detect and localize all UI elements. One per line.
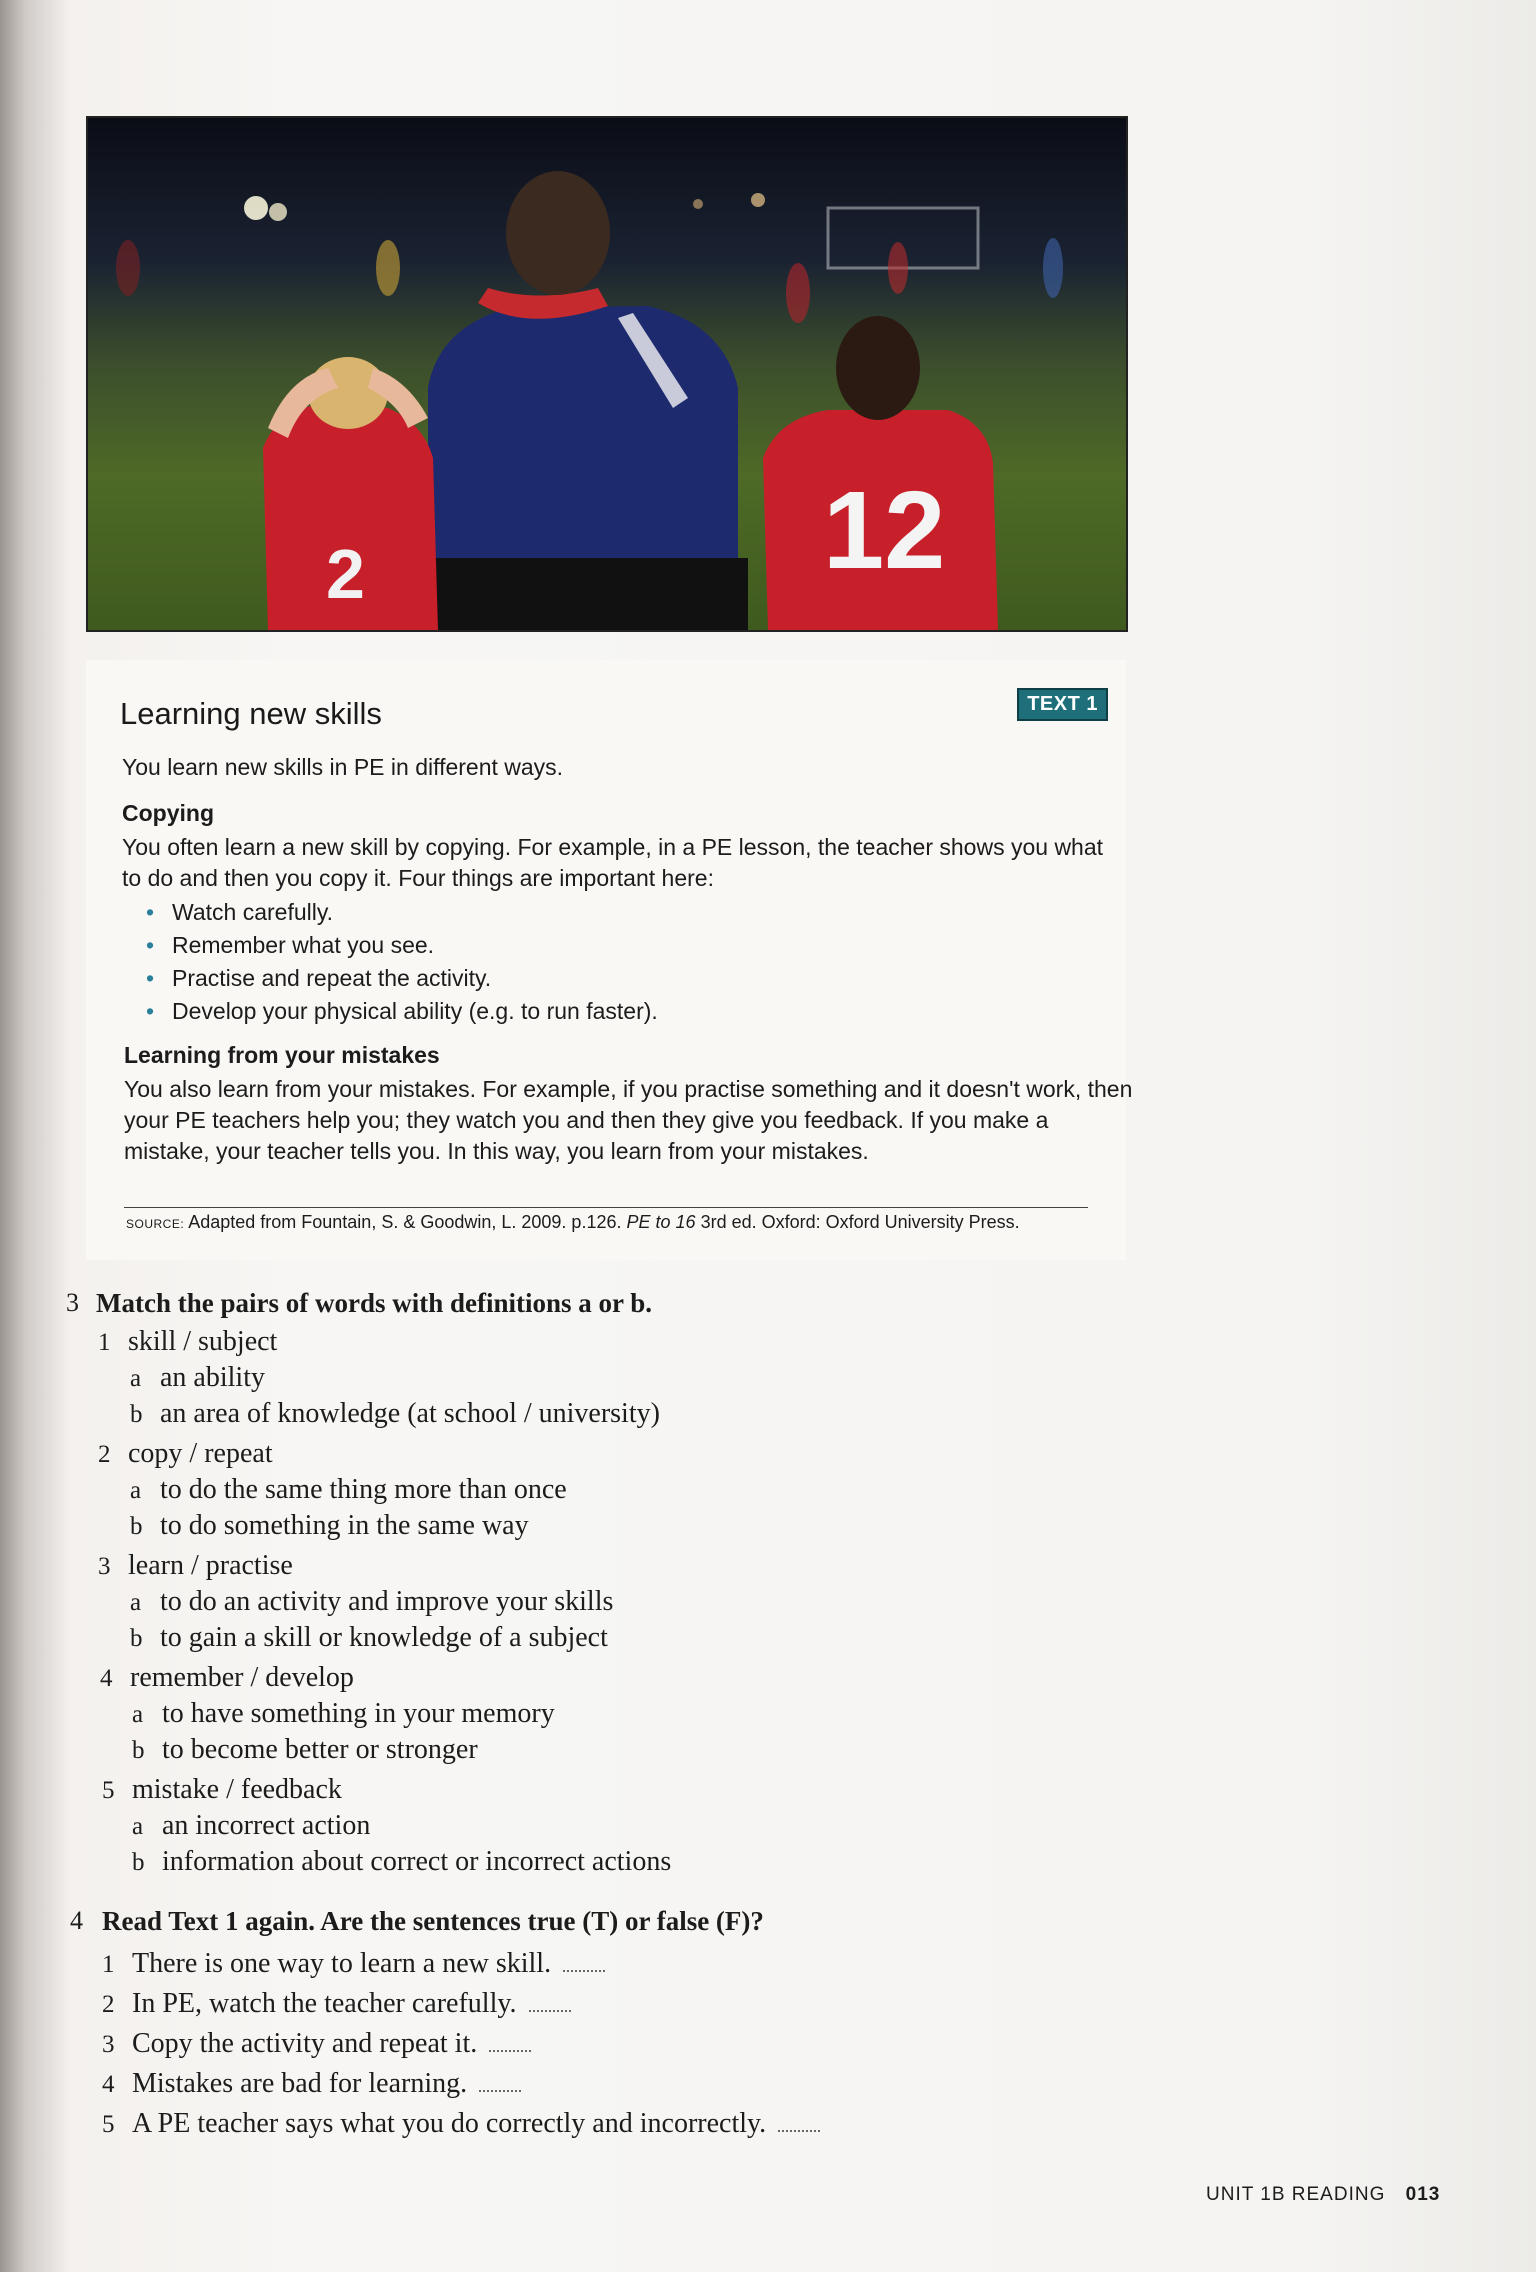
- answer-blank[interactable]: [489, 2050, 531, 2052]
- text1-box: [86, 660, 1133, 1260]
- q3-option-b: b to do something in the same way: [130, 1510, 529, 1541]
- q3-pair: 2 copy / repeat: [98, 1438, 273, 1469]
- source-citation: [126, 1212, 1020, 1233]
- copying-paragraph: You often learn a new skill by copying. For example, in a PE lesson, the teacher shows you what to do and then you copy it. Four things are important here:: [122, 834, 1104, 891]
- q3-pair-words: skill / subject: [128, 1326, 278, 1357]
- q3-pair: 5 mistake / feedback: [102, 1774, 342, 1805]
- q3-item-number: 1: [98, 1329, 111, 1356]
- source-book: PE to 16: [626, 1212, 696, 1232]
- copying-bullet-list: [146, 896, 658, 1028]
- photo-football-coach: [86, 116, 1128, 632]
- q4-statement: 5 A PE teacher says what you do correctly and incorrectly.: [102, 2108, 820, 2140]
- q3-option-b: b an area of knowledge (at school / university): [130, 1398, 660, 1429]
- q3-option-a: a to do the same thing more than once: [130, 1474, 567, 1505]
- q3-number: 3: [66, 1288, 79, 1317]
- text1-badge: TEXT 1: [1017, 688, 1108, 721]
- answer-blank[interactable]: [479, 2090, 521, 2092]
- q3-pair: 4 remember / develop: [100, 1662, 354, 1693]
- q3-option-b: b to gain a skill or knowledge of a subject: [130, 1622, 608, 1653]
- bullet-item: • Remember what you see.: [146, 929, 658, 962]
- photo-icon: [88, 118, 1126, 630]
- q3-pair: [98, 1326, 277, 1358]
- answer-blank[interactable]: [529, 2010, 571, 2012]
- q4-statement: 4 Mistakes are bad for learning.: [102, 2068, 521, 2100]
- q3-option-a: a an incorrect action: [132, 1810, 371, 1841]
- q3-option-b: b to become better or stronger: [132, 1734, 478, 1765]
- q3-option-a: a to do an activity and improve your skills: [130, 1586, 614, 1617]
- bullet-item: • Develop your physical ability (e.g. to run faster).: [146, 995, 658, 1028]
- mistakes-heading: Learning from your mistakes: [124, 1042, 440, 1068]
- answer-blank[interactable]: [563, 1970, 605, 1972]
- source-text: Adapted from Fountain, S. & Goodwin, L. 2009. p.126.: [188, 1212, 622, 1232]
- q3-option-a: a to have something in your memory: [132, 1698, 555, 1729]
- text1-intro: You learn new skills in PE in different ways.: [122, 754, 564, 780]
- footer-section: UNIT 1B READING: [1206, 2184, 1386, 2205]
- source-divider: [124, 1207, 1088, 1208]
- q4-number: 4: [70, 1906, 83, 1935]
- q4-statement: 2 In PE, watch the teacher carefully.: [102, 1988, 571, 2020]
- mistakes-paragraph: You also learn from your mistakes. For example, if you practise something and it doesn't work, then your PE teachers help you; they watch you and then they give you feedback. If you make a mistake, your teacher tells you. In this way, you learn from your mistakes.: [124, 1076, 1133, 1164]
- page-footer: [1206, 2184, 1440, 2206]
- q3-option-b: b information about correct or incorrect actions: [132, 1846, 672, 1877]
- shirt-number-2: 2: [326, 535, 365, 613]
- shirt-number-12: 12: [823, 469, 946, 592]
- source-label: SOURCE:: [126, 1217, 185, 1231]
- copying-heading: Copying: [122, 800, 214, 826]
- bullet-item: • Watch carefully.: [146, 896, 658, 929]
- answer-blank[interactable]: [778, 2130, 820, 2132]
- q3-option-a: a an ability: [130, 1362, 265, 1393]
- q3-heading: Match the pairs of words with definitions a or b.: [96, 1288, 653, 1318]
- page-number: 013: [1405, 2184, 1441, 2205]
- source-rest: 3rd ed. Oxford: Oxford University Press.: [700, 1212, 1020, 1232]
- text1-title: Learning new skills: [120, 696, 382, 731]
- q4-statement: 1 There is one way to learn a new skill.: [102, 1948, 605, 1980]
- q4-heading: Read Text 1 again. Are the sentences true (T) or false (F)?: [102, 1906, 764, 1936]
- q3-pair: 3 learn / practise: [98, 1550, 293, 1581]
- q4-statement: 3 Copy the activity and repeat it.: [102, 2028, 531, 2060]
- bullet-item: • Practise and repeat the activity.: [146, 962, 658, 995]
